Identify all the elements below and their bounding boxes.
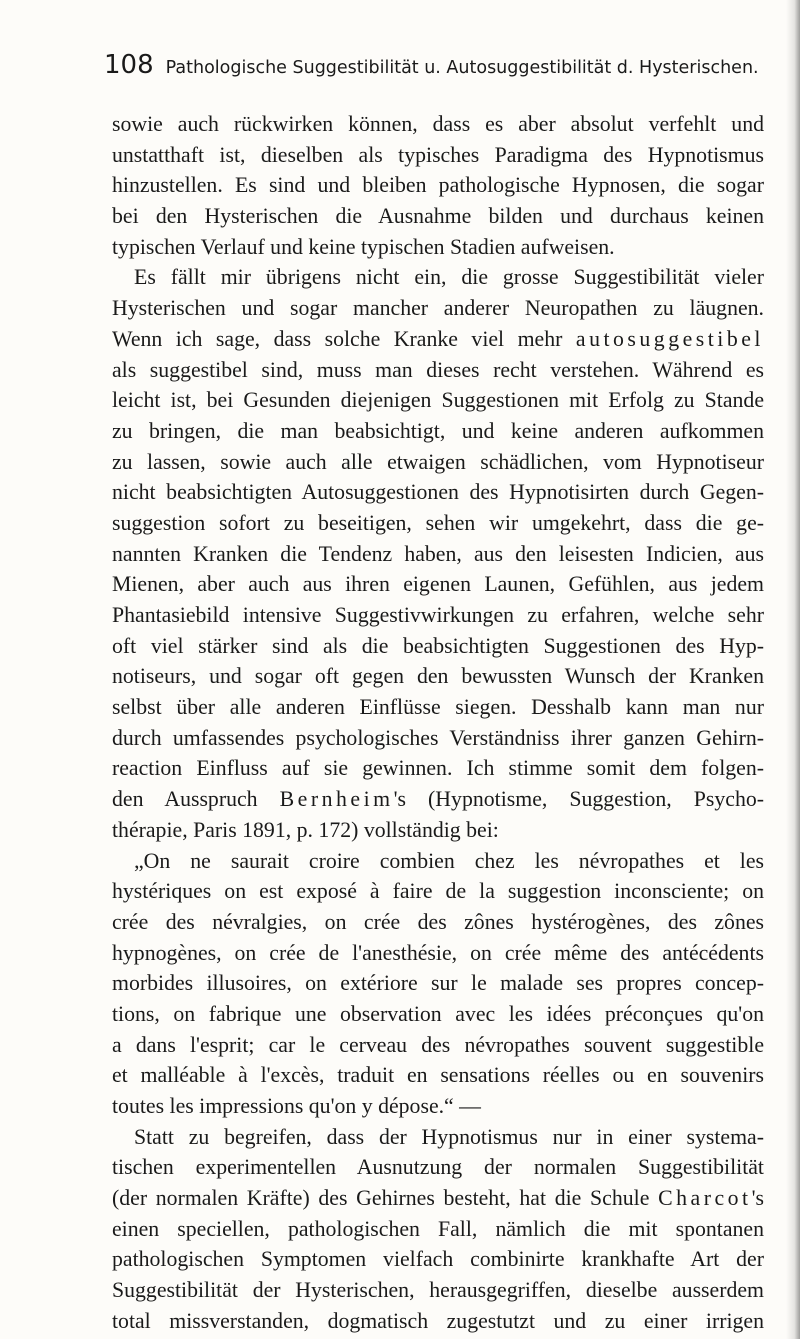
quote-line: a dans l'esprit; car le cerveau des névropathes souvent suggestible xyxy=(112,1032,764,1057)
quote-line: crée des névralgies, on crée des zônes hystérogènes, des zônes xyxy=(112,909,764,934)
body-text xyxy=(112,109,764,1337)
quote-line: hypnogènes, on crée de l'anesthésie, on crée même des antécédents xyxy=(112,940,764,965)
text-line: unstatthaft ist, dieselben als typisches Paradigma des Hypnotismus xyxy=(112,142,764,167)
text-line: typischen Verlauf und keine typischen Stadien aufweisen. xyxy=(112,234,615,259)
text-line: tischen experimentellen Ausnutzung der normalen Suggestibilität xyxy=(112,1155,764,1180)
text-line: pathologischen Symptomen vielfach combinirte krankhafte Art der xyxy=(112,1247,764,1272)
text-line: durch umfassendes psychologisches Verständniss ihrer ganzen Gehirn- xyxy=(112,725,764,750)
text-line: sowie auch rückwirken können, dass es aber absolut verfehlt und xyxy=(112,112,764,136)
page-edge-shadow xyxy=(786,0,800,1339)
quote-line: „On ne saurait croire combien chez les névropathes et les xyxy=(134,848,764,873)
author-name-charcot: Charcot xyxy=(658,1186,752,1211)
text-line: nicht beabsichtigten Autosuggestionen des Hypnotisirten durch Gegen- xyxy=(112,480,764,505)
text-line: suggestion sofort zu beseitigen, sehen wir umgekehrt, dass die ge- xyxy=(112,510,764,535)
text-fragment: (der normalen Kräfte) des Gehirnes besteht, hat die Schule xyxy=(112,1186,650,1211)
text-line: als suggestibel sind, muss man dieses recht verstehen. Während es xyxy=(112,357,764,382)
text-line: nannten Kranken die Tendenz haben, aus den leisesten Indicien, aus xyxy=(112,541,764,566)
text-line: reaction Einfluss auf sie gewinnen. Ich stimme somit dem folgen- xyxy=(112,756,764,781)
text-line: bei den Hysterischen die Ausnahme bilden und durchaus keinen xyxy=(112,204,764,229)
text-line: Es fällt mir übrigens nicht ein, die grosse Suggestibilität vieler xyxy=(134,265,764,290)
quote-line: et malléable à l'excès, traduit en sensations réelles ou en souvenirs xyxy=(112,1063,764,1088)
page-header xyxy=(104,50,760,90)
text-line xyxy=(112,324,764,355)
quote-line: tions, on fabrique une observation avec les idées préconçues qu'on xyxy=(112,1001,764,1026)
text-line xyxy=(112,1183,764,1214)
text-line: zu lassen, sowie auch alle etwaigen schädlichen, vom Hypnotiseur xyxy=(112,449,764,474)
text-line: notiseurs, und sogar oft gegen den bewussten Wunsch der Kranken xyxy=(112,664,764,689)
text-fragment: den Ausspruch xyxy=(112,787,258,812)
text-line: thérapie, Paris 1891, p. 172) vollständig bei: xyxy=(112,817,499,842)
page-number: 108 xyxy=(104,50,154,80)
text-line: leicht ist, bei Gesunden diejenigen Suggestionen mit Erfolg zu Stande xyxy=(112,388,764,413)
text-fragment: 's xyxy=(751,1186,764,1211)
text-line: Suggestibilität der Hysterischen, herausgegriffen, dieselbe ausserdem xyxy=(112,1278,764,1303)
text-line: oft viel stärker sind als die beabsichtigten Suggestionen des Hyp- xyxy=(112,633,764,658)
text-line: zu bringen, die man beabsichtigt, und keine anderen aufkommen xyxy=(112,418,764,443)
text-line xyxy=(112,784,764,815)
text-line: Phantasiebild intensive Suggestivwirkungen zu erfahren, welche sehr xyxy=(112,603,764,627)
text-line: Mienen, aber auch aus ihren eigenen Launen, Gefühlen, aus jedem xyxy=(112,572,764,597)
running-head: Pathologische Suggestibilität u. Autosuggestibilität d. Hysterischen. xyxy=(165,58,759,78)
text-line: einen speciellen, pathologischen Fall, nämlich die mit spontanen xyxy=(112,1216,764,1241)
text-line: total missverstanden, dogmatisch zugestutzt und zu einer irrigen xyxy=(112,1308,764,1333)
emphasized-word: autosuggestibel xyxy=(575,326,764,351)
text-line: Hysterischen und sogar mancher anderer Neuropathen zu läugnen. xyxy=(112,296,764,321)
quote-line: hystériques on est exposé à faire de la suggestion inconsciente; on xyxy=(112,879,764,904)
text-line: Statt zu begreifen, dass der Hypnotismus nur in einer systema- xyxy=(134,1124,764,1149)
text-fragment: Wenn ich sage, dass solche Kranke viel mehr xyxy=(112,326,563,351)
text-fragment: 's (Hypnotisme, Suggestion, Psycho- xyxy=(393,787,764,812)
text-line: hinzustellen. Es sind und bleiben pathologische Hypnosen, die sogar xyxy=(112,173,764,198)
quote-line: morbides illusoires, on extériore sur le malade ses propres concep- xyxy=(112,971,764,996)
text-line: selbst über alle anderen Einflüsse siegen. Desshalb kann man nur xyxy=(112,695,764,720)
quote-line: toutes les impressions qu'on y dépose.“ — xyxy=(112,1094,481,1118)
author-name-bernheim: Bernheim xyxy=(279,787,394,812)
